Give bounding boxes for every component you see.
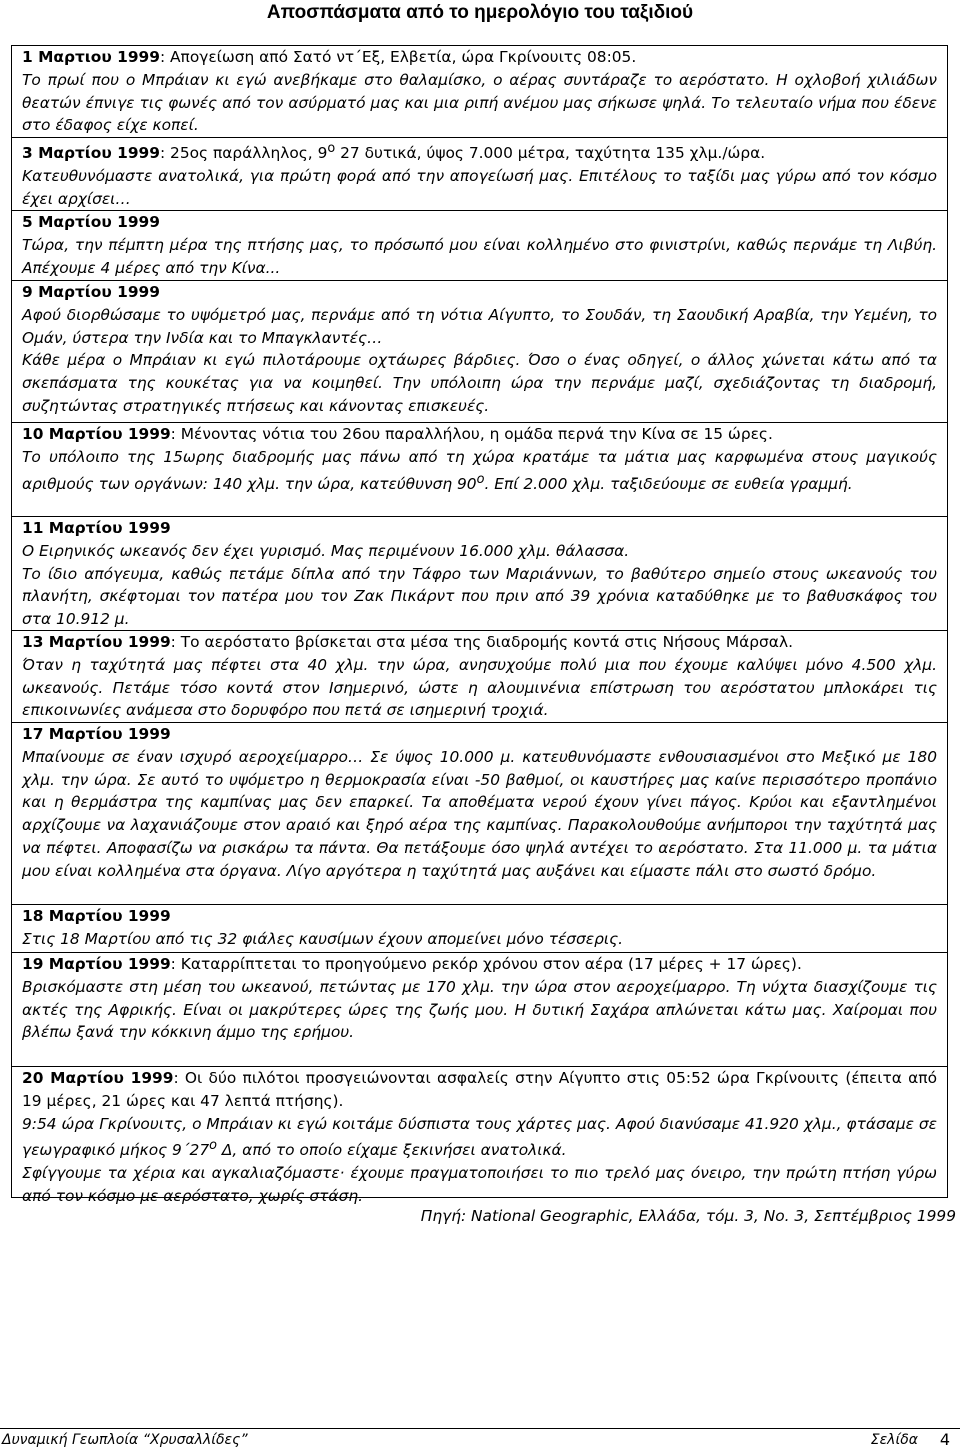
page-title: Αποσπάσματα από το ημερολόγιο του ταξιδιού <box>266 2 694 23</box>
diary-entry-19-march <box>12 953 947 1067</box>
entry-body: Όταν η ταχύτητά μας πέφτει στα 40 χλμ. την ώρα, ανησυχούμε πολύ μια που έχουμε καλύψει μόνο 4.500 χλμ. ωκεανούς. Πετάμε τόσο κοντά στον Ισημερινό, ώστε η αλουμινένια επίστρωση του αερόστατου μπλοκάρει τις επικοινωνίες ανάμεσα στο δορυφόρο που πετά σε ισημερινή τροχιά. <box>22 655 937 720</box>
entry-body: Κατευθυνόμαστε ανατολικά, για πρώτη φορά από την απογείωσή μας. Επιτέλους το ταξίδι μας γύρω από τον κόσμο έχει αρχίσει… <box>22 166 937 208</box>
entry-body: Το πρωί που ο Μπράιαν κι εγώ ανεβήκαμε στο θαλαμίσκο, ο αέρας συντάραζε το αερόστατο. Η οχλοβοή χιλιάδων θεατών έπνιγε τις φωνές από τον ασύρματό μας και μια ριπή ανέμου μας σήκωσε ψηλά. Το τελευταίο νήμα που έδενε στο έδαφος είχε κοπεί. <box>22 70 937 135</box>
diary-entry-11-march <box>12 517 947 631</box>
footer-course-title: Δυναμική Γεωπλοία “Χρυσαλλίδες” <box>2 1432 248 1448</box>
source-citation: Πηγή: National Geographic, Ελλάδα, τόμ. 3, No. 3, Σεπτέμβριος 1999 <box>420 1207 956 1225</box>
entry-body-cont: . Επί 2.000 χλμ. ταξιδεύουμε σε ευθεία γραμμή. <box>484 474 853 493</box>
entry-date: 10 Μαρτίου 1999 <box>22 425 171 443</box>
entry-headline: : Το αερόστατο βρίσκεται στα μέσα της διαδρομής κοντά στις Νήσους Μάρσαλ. <box>170 633 793 651</box>
entry-date: 17 Μαρτίου 1999 <box>22 725 171 743</box>
page-footer <box>0 1428 960 1451</box>
diary-entry-10-march <box>12 423 947 517</box>
diary-entry-18-march <box>12 905 947 953</box>
entry-body-2: Κάθε μέρα ο Μπράιαν κι εγώ πιλοτάρουμε οχτάωρες βάρδιες. Όσο ο ένας οδηγεί, ο άλλος χώνεται κάτω από τα σκεπάσματα της κουκέτας για να κοιμηθεί. Την υπόλοιπη ώρα την περνάμε μαζί, σχεδιάζοντας τη διαδρομή, συζητώντας στρατηγικές πτήσεως και κάνοντας επισκευές. <box>22 351 937 415</box>
footer-page-label: Σελίδα <box>870 1432 918 1448</box>
entry-date: 9 Μαρτίου 1999 <box>22 283 160 301</box>
degree-sup: ο <box>476 471 485 487</box>
entry-headline: : Καταρρίπτεται το προηγούμενο ρεκόρ χρόνου στον αέρα (17 μέρες + 17 ώρες). <box>170 955 802 973</box>
diary-entry-9-march <box>12 281 947 423</box>
entry-headline: : Οι δύο πιλότοι προσγειώνονται ασφαλείς στην Αίγυπτο στις 05:52 ώρα Γκρίνουιτς (έπειτα από 19 μέρες, 21 ώρες και 47 λεπτά πτήσης). <box>22 1069 937 1110</box>
entry-date: 5 Μαρτίου 1999 <box>22 213 160 231</box>
diary-entry-13-march <box>12 631 947 723</box>
degree-sup: ο <box>327 141 336 156</box>
entry-headline: : 25ος παράλληλος, 9 <box>159 144 328 163</box>
entry-body: Μπαίνουμε σε έναν ισχυρό αεροχείμαρρο… Σε ύψος 10.000 μ. κατευθυνόμαστε ενθουσιασμένοι στο Μεξικό με 180 χλμ. την ώρα. Σε αυτό το υψόμετρο η θερμοκρασία είναι -50 βαθμοί, οι καυστήρες μας καίνε περισσότερο προπάνιο και η θερμάστρα της καμπίνας μας δεν επαρκεί. Τα αποθέματα νερού έχουν γίνει πάγος. Κρύοι και εξαντλημένοι αρχίζουμε να λαχανιάζουμε στον αραιό και ξηρό αέρα της καμπίνας. Παρακολουθούμε ανήμποροι την ταχύτητά μας να πέφτει. Αποφασίζω να ρισκάρω τα πάντα. Θα πετάξουμε όσο ψηλά αντέχει το αερόστατο. Στα 11.000 μ. τα μάτια μου είναι κολλημένα στα όργανα. Λίγο αργότερα η ταχύτητά μας αυξάνει και είμαστε πάλι στο σωστό δρόμο. <box>22 747 937 880</box>
entry-date: 1 Μαρτιου 1999 <box>22 48 160 66</box>
entry-body: Βρισκόμαστε στη μέση του ωκεανού, πετώντας με 170 χλμ. την ώρα στον αεροχείμαρρο. Τη νύχτα διασχίζουμε τις ακτές της Αφρικής. Είναι οι μακρύτερες ώρες της ζωής μου. Η δυτική Σαχάρα απλώνεται κάτω μας. Χαίρομαι που βλέπω ξανά την κόκκινη άμμο της ερήμου. <box>22 977 937 1042</box>
entry-headline: : Απογείωση από Σατό ντ΄Εξ, Ελβετία, ώρα Γκρίνουιτς 08:05. <box>159 48 637 66</box>
diary-entry-17-march <box>12 723 947 905</box>
diary-entry-1-march <box>12 46 947 138</box>
entry-body: Αφού διορθώσαμε το υψόμετρό μας, περνάμε από τη νότια Αίγυπτο, το Σουδάν, τη Σαουδική Αραβία, την Υεμένη, το Ομάν, ύστερα την Ινδία και το Μπαγκλαντές… <box>22 305 937 347</box>
entry-body: Στις 18 Μαρτίου από τις 32 φιάλες καυσίμων έχουν απομείνει μόνο τέσσερις. <box>22 929 624 948</box>
entry-date: 18 Μαρτίου 1999 <box>22 907 171 925</box>
entry-body: Το υπόλοιπο της 15ωρης διαδρομής μας πάνω από τη χώρα κρατάμε τα μάτια μας καρφωμένα στους μαγικούς αριθμούς των οργάνων: 140 χλμ. την ώρα, κατεύθυνση 90 <box>22 447 937 493</box>
entry-date: 11 Μαρτίου 1999 <box>22 519 171 537</box>
entry-date: 20 Μαρτίου 1999 <box>22 1069 174 1087</box>
diary-entry-20-march <box>12 1067 947 1206</box>
entry-date: 19 Μαρτίου 1999 <box>22 955 171 973</box>
diary-entry-5-march <box>12 211 947 281</box>
footer-page-number: 4 <box>939 1430 950 1449</box>
diary-entry-3-march <box>12 138 947 211</box>
entry-body: Ο Ειρηνικός ωκεανός δεν έχει γυρισμό. Μας περιμένουν 16.000 χλμ. θάλασσα. <box>22 541 630 560</box>
diary-box <box>11 45 948 1206</box>
entry-body: Τώρα, την πέμπτη μέρα της πτήσης μας, το πρόσωπό μου είναι κολλημένο στο φινιστρίνι, καθώς περνάμε τη Λιβύη. Απέχουμε 4 μέρες από την Κίνα... <box>22 235 937 277</box>
entry-headline-cont: 27 δυτικά, ύψος 7.000 μέτρα, ταχύτητα 135 χλμ./ώρα. <box>335 144 766 163</box>
degree-sup: ο <box>209 1138 217 1154</box>
entry-body-cont: Δ, από το οποίο είχαμε ξεκινήσει ανατολικά. <box>216 1141 567 1160</box>
entry-headline: : Μένοντας νότια του 26ου παραλλήλου, η ομάδα περνά την Κίνα σε 15 ώρες. <box>170 425 773 443</box>
entry-date: 3 Μαρτίου 1999 <box>22 144 160 163</box>
entry-body: 9:54 ώρα Γκρίνουιτς, ο Μπράιαν κι εγώ κοιτάμε δύσπιστα τους χάρτες μας. Αφού διανύσαμε 41.920 χλμ., φτάσαμε σε γεωγραφικό μήκος 9΄27 <box>22 1114 937 1160</box>
entry-body-2: Σφίγγουμε τα χέρια και αγκαλιαζόμαστε· έχουμε πραγματοποιήσει το πιο τρελό μας όνειρο, την πρώτη πτήση γύρω από τον κόσμο με αερόστατο, χωρίς στάση. <box>22 1164 937 1206</box>
entry-body-2: Το ίδιο απόγευμα, καθώς πετάμε δίπλα από την Τάφρο των Μαριάννων, το βαθύτερο σημείο στους ωκεανούς του πλανήτη, σκέφτομαι τον πατέρα μου τον Ζακ Πικάρντ που πριν από 39 χρόνια καταδύθηκε με το βαθυσκάφος του στα 10.912 μ. <box>22 564 937 629</box>
entry-date: 13 Μαρτίου 1999 <box>22 633 171 651</box>
